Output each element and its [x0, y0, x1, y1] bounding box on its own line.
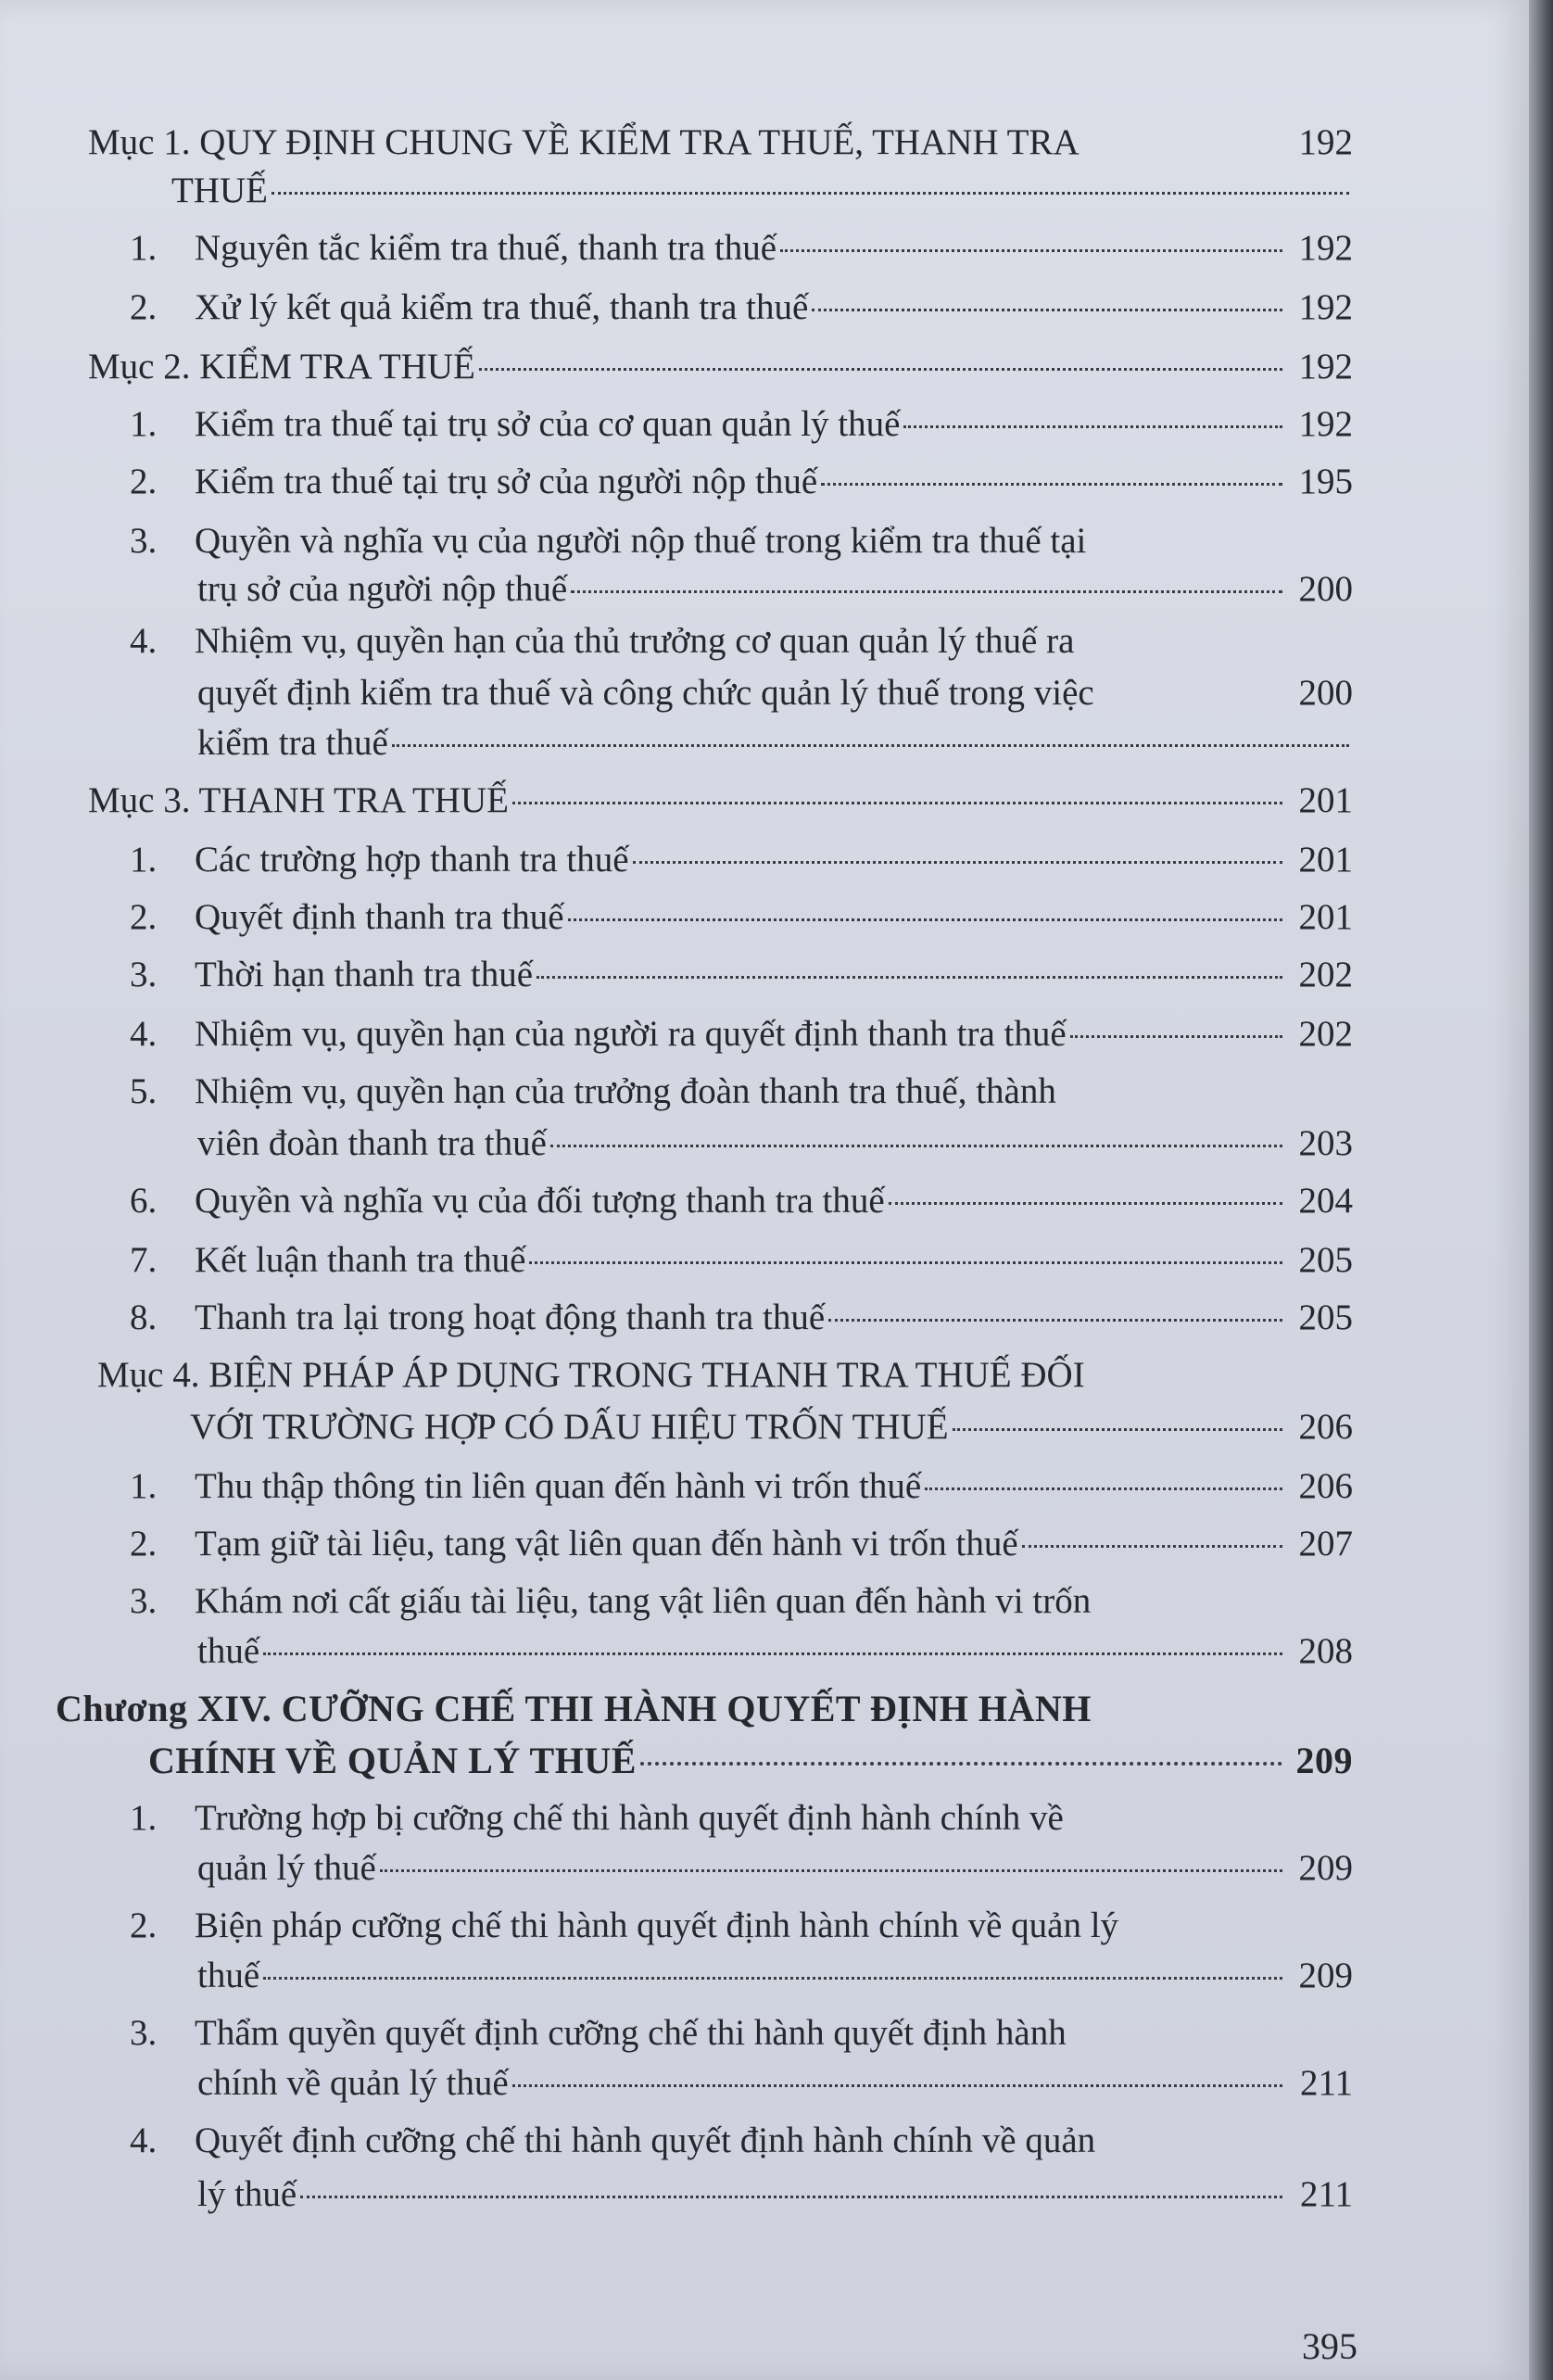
toc-page-number: 200 [1298, 569, 1353, 609]
toc-entry-number: 3. [130, 521, 158, 561]
toc-entry-title: VỚI TRƯỜNG HỢP CÓ DẤU HIỆU TRỐN THUẾ [190, 1407, 949, 1447]
toc-entry-number: 3. [130, 1581, 158, 1621]
toc-entry [130, 2011, 1316, 2056]
toc-entry-title: thuế [197, 1631, 260, 1671]
toc-page-number: 207 [1298, 1524, 1353, 1563]
toc-page-number: 209 [1298, 1848, 1353, 1888]
toc-entry [130, 619, 1316, 664]
toc-entry-number: 8. [130, 1298, 158, 1337]
toc-section-line [97, 1353, 1316, 1398]
toc-page-number: 206 [1298, 1466, 1353, 1506]
toc-entry [197, 1954, 1353, 1998]
toc-entry [130, 402, 1353, 447]
toc-page-number: 203 [1298, 1123, 1353, 1163]
toc-entry-title: Các trường hợp thanh tra thuế [195, 840, 629, 880]
toc-page-number: 201 [1298, 897, 1353, 937]
toc-entry [130, 1464, 1353, 1509]
toc-entry-number: 1. [130, 228, 158, 268]
toc-entry-title: Khám nơi cất giấu tài liệu, tang vật liên quan đến hành vi trốn [195, 1581, 1092, 1621]
toc-section-line [171, 169, 1353, 213]
toc-entry [197, 567, 1353, 612]
dot-leader [571, 590, 1282, 593]
dot-leader [780, 249, 1282, 252]
toc-entry-number: 1. [130, 404, 158, 444]
toc-entry-number: 2. [130, 462, 158, 501]
toc-entry-number: 1. [130, 1798, 158, 1838]
dot-leader [1022, 1545, 1282, 1548]
toc-entry-title: lý thuế [197, 2174, 297, 2214]
toc-page-number: 201 [1298, 840, 1353, 880]
dot-leader [953, 1428, 1282, 1431]
toc-entry-title: Quyền và nghĩa vụ của người nộp thuế trong kiểm tra thuế tại [195, 521, 1087, 561]
toc-page-number: 205 [1298, 1240, 1353, 1280]
toc-entry-number: 2. [130, 897, 158, 937]
toc-section-line [88, 120, 1353, 165]
toc-page-number: 208 [1298, 1631, 1353, 1671]
page-edge [1529, 0, 1553, 2380]
toc-entry-title: Quyết định cưỡng chế thi hành quyết định hành chính về quản [195, 2120, 1096, 2160]
toc-entry-title: Quyền và nghĩa vụ của đối tượng thanh tra thuế [195, 1181, 885, 1221]
dot-leader [821, 483, 1282, 486]
dot-leader [537, 976, 1282, 979]
toc-entry-title: Chương XIV. CƯỠNG CHẾ THI HÀNH QUYẾT ĐỊNH HÀNH [56, 1688, 1092, 1729]
dot-leader [925, 1488, 1282, 1490]
toc-entry-title: Thanh tra lại trong hoạt động thanh tra thuế [195, 1298, 826, 1337]
dot-leader [271, 192, 1349, 195]
toc-entry-title: quản lý thuế [197, 1848, 376, 1888]
toc-section-line [88, 779, 1353, 823]
toc-entry [130, 285, 1353, 330]
toc-page-number: 209 [1295, 1740, 1353, 1781]
toc-entry-title: Kết luận thanh tra thuế [195, 1240, 526, 1280]
toc-page-number: 192 [1298, 347, 1353, 386]
toc-entry [130, 1296, 1353, 1340]
dot-leader [550, 1145, 1282, 1147]
toc-entry-title: Thẩm quyền quyết định cưỡng chế thi hành quyết định hành [195, 2013, 1067, 2053]
toc-page-number: 205 [1298, 1298, 1353, 1337]
toc-entry-title: Mục 3. THANH TRA THUẾ [88, 780, 509, 820]
toc-chapter-line [148, 1739, 1353, 1783]
toc-entry-title: Mục 1. QUY ĐỊNH CHUNG VỀ KIỂM TRA THUẾ, THANH TRA [88, 122, 1080, 162]
toc-entry [197, 2172, 1353, 2217]
toc-entry [197, 1629, 1353, 1674]
toc-entry-title: Tạm giữ tài liệu, tang vật liên quan đến hành vi trốn thuế [195, 1524, 1018, 1563]
toc-entry [130, 953, 1353, 997]
toc-page-number: 192 [1298, 287, 1353, 327]
toc-entry-title: Trường hợp bị cưỡng chế thi hành quyết định hành chính về [195, 1798, 1064, 1838]
toc-page-number: 200 [1298, 673, 1353, 713]
toc-entry [197, 2061, 1353, 2106]
toc-entry [197, 1846, 1353, 1891]
dot-leader [812, 309, 1282, 311]
toc-entry [130, 2119, 1316, 2163]
toc-entry [130, 1238, 1353, 1283]
toc-entry-title: Nhiệm vụ, quyền hạn của thủ trưởng cơ quan quản lý thuế ra [195, 621, 1075, 661]
toc-entry-number: 7. [130, 1240, 158, 1280]
toc-entry [130, 1904, 1316, 1948]
toc-entry [130, 1179, 1353, 1223]
toc-entry-title: Nguyên tắc kiểm tra thuế, thanh tra thuế [195, 228, 777, 268]
toc-entry [197, 721, 1353, 766]
toc-entry-title: kiểm tra thuế [197, 723, 388, 763]
toc-entry-number: 4. [130, 1014, 158, 1054]
toc-section-line [190, 1405, 1353, 1450]
toc-page-number: 204 [1298, 1181, 1353, 1221]
toc-page-number: 201 [1298, 780, 1353, 820]
dot-leader [263, 1977, 1282, 1980]
dot-leader [300, 2196, 1282, 2198]
toc-entry-number: 5. [130, 1071, 158, 1111]
toc-page-number: 209 [1298, 1956, 1353, 1995]
toc-entry-number: 3. [130, 955, 158, 994]
toc-entry-title: Mục 4. BIỆN PHÁP ÁP DỤNG TRONG THANH TRA THUẾ ĐỐI [97, 1355, 1085, 1395]
toc-entry [130, 895, 1353, 940]
toc-entry-title: trụ sở của người nộp thuế [197, 569, 568, 609]
toc-entry-number: 2. [130, 287, 158, 327]
toc-entry-number: 2. [130, 1905, 158, 1945]
toc-page-number: 211 [1299, 2174, 1353, 2214]
toc-entry-title: Thu thập thông tin liên quan đến hành vi trốn thuế [195, 1466, 922, 1506]
toc-entry-number: 4. [130, 2120, 158, 2160]
dot-leader [903, 425, 1282, 428]
dot-leader [512, 2084, 1282, 2087]
toc-entry-title: quyết định kiểm tra thuế và công chức quản lý thuế trong việc [197, 673, 1094, 713]
dot-leader [828, 1319, 1282, 1322]
toc-entry [197, 1121, 1353, 1166]
page-number: 395 [1302, 2325, 1357, 2367]
dot-leader [380, 1869, 1282, 1872]
toc-entry-title: Mục 2. KIỂM TRA THUẾ [88, 347, 475, 386]
toc-page-number: 192 [1298, 404, 1353, 444]
toc-entry [130, 1796, 1316, 1841]
toc-entry-number: 1. [130, 1466, 158, 1506]
toc-entry-title: thuế [197, 1956, 260, 1995]
toc-entry [130, 1012, 1353, 1057]
toc-page-number: 202 [1298, 1014, 1353, 1054]
toc-entry [130, 226, 1353, 271]
dot-leader [640, 1762, 1282, 1766]
toc-entry-number: 2. [130, 1524, 158, 1563]
toc-entry [130, 838, 1353, 882]
dot-leader [1070, 1035, 1282, 1038]
toc-entry-number: 4. [130, 621, 158, 661]
toc-entry-title: Nhiệm vụ, quyền hạn của trưởng đoàn thanh tra thuế, thành [195, 1071, 1056, 1111]
toc-chapter-line [56, 1687, 1316, 1731]
dot-leader [479, 368, 1282, 371]
toc-entry-title: Kiểm tra thuế tại trụ sở của người nộp thuế [195, 462, 818, 501]
toc-entry [130, 460, 1353, 504]
dot-leader [889, 1202, 1282, 1205]
toc-entry-title: Kiểm tra thuế tại trụ sở của cơ quan quản lý thuế [195, 404, 901, 444]
toc-entry [130, 1522, 1353, 1566]
toc-entry [130, 1579, 1316, 1624]
dot-leader [633, 861, 1282, 864]
dot-leader [392, 744, 1349, 747]
toc-entry-title: viên đoàn thanh tra thuế [197, 1123, 547, 1163]
toc-entry-title: Xử lý kết quả kiểm tra thuế, thanh tra thuế [195, 287, 809, 327]
toc-entry-title: THUẾ [171, 171, 268, 210]
toc-entry-number: 3. [130, 2013, 158, 2053]
toc-entry-title: Quyết định thanh tra thuế [195, 897, 564, 937]
dot-leader [263, 1652, 1282, 1655]
toc-entry-title: Thời hạn thanh tra thuế [195, 955, 534, 994]
toc-entry [130, 519, 1316, 563]
dot-leader [568, 918, 1282, 921]
toc-entry-title: Nhiệm vụ, quyền hạn của người ra quyết định thanh tra thuế [195, 1014, 1067, 1054]
toc-entry-number: 1. [130, 840, 158, 880]
toc-page-number: 192 [1298, 228, 1353, 268]
toc-entry-number: 6. [130, 1181, 158, 1221]
toc-entry-title: CHÍNH VỀ QUẢN LÝ THUẾ [148, 1740, 637, 1781]
toc-page-number: 195 [1298, 462, 1353, 501]
dot-leader [512, 802, 1282, 804]
toc-entry [197, 671, 1353, 715]
toc-entry-title: chính về quản lý thuế [197, 2063, 509, 2103]
toc-page-number: 192 [1298, 122, 1353, 162]
toc-page-number: 211 [1299, 2063, 1353, 2103]
toc-page-number: 206 [1298, 1407, 1353, 1447]
toc-page-number: 202 [1298, 955, 1353, 994]
dot-leader [529, 1261, 1282, 1264]
toc-entry-title: Biện pháp cưỡng chế thi hành quyết định hành chính về quản lý [195, 1905, 1119, 1945]
toc-section-line [88, 345, 1353, 389]
toc-entry [130, 1070, 1316, 1114]
